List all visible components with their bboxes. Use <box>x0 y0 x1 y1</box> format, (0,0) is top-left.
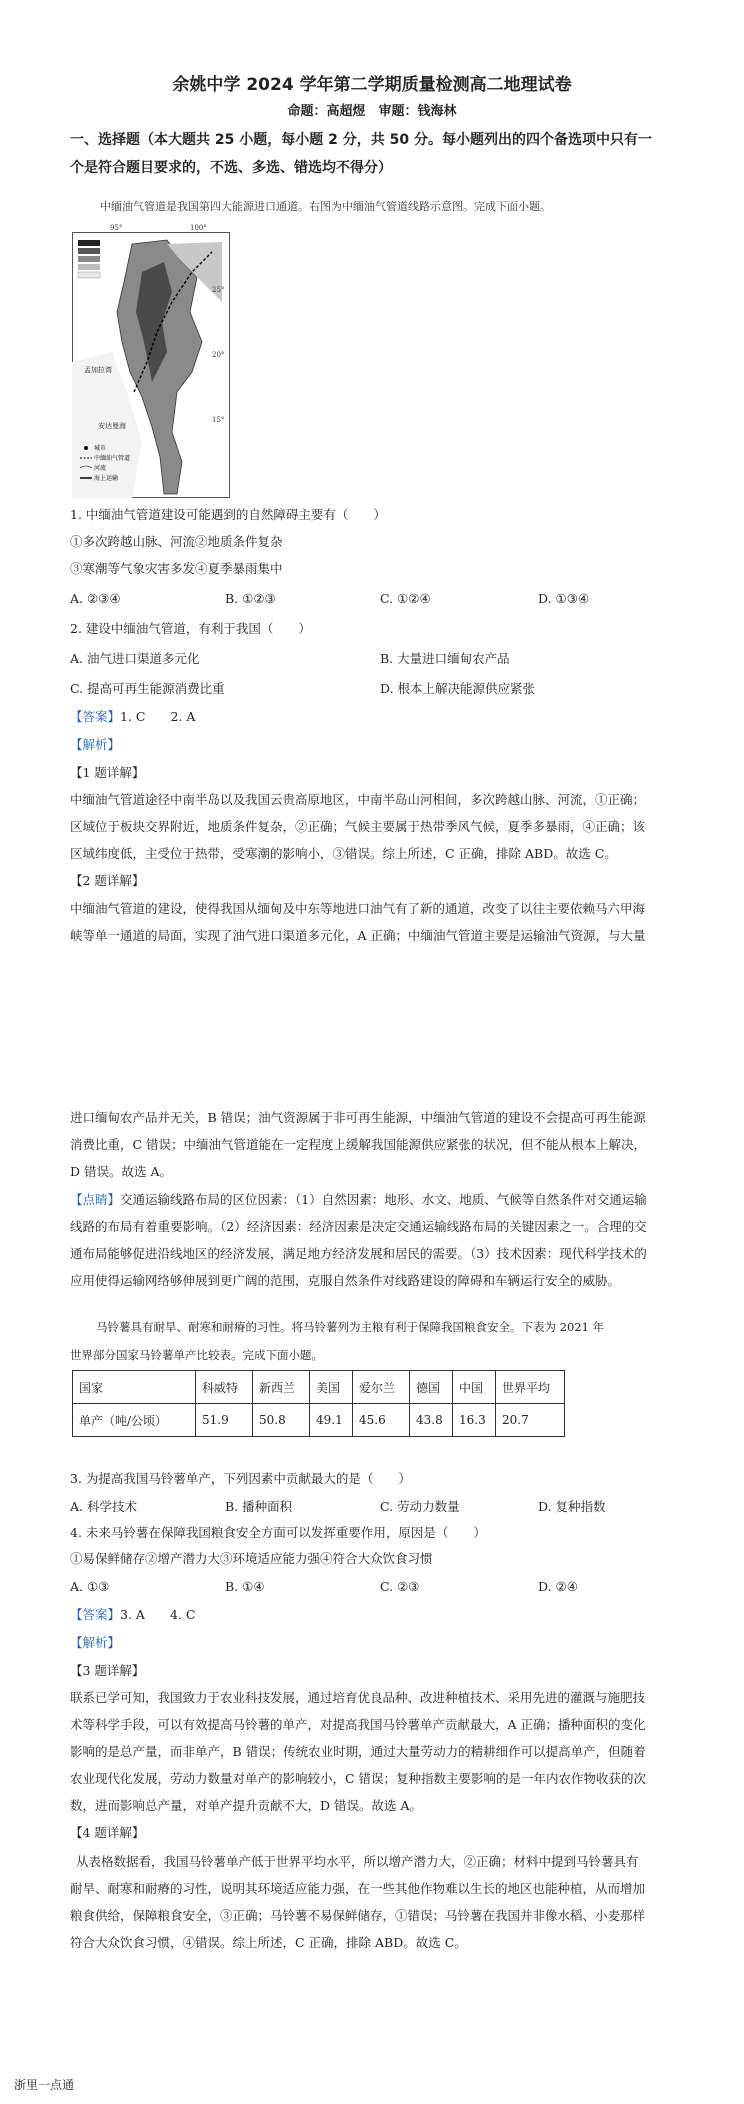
q1-stem: 1. 中缅油气管道建设可能遇到的自然障碍主要有（ ） <box>70 507 386 522</box>
q2-option-a[interactable]: A. 油气进口渠道多元化 <box>70 651 200 666</box>
detail1-line: 中缅油气管道途径中南半岛以及我国云贵高原地区，中南半岛山河相间，多次跨越山脉、河流，①正确； <box>70 792 646 807</box>
table-row-label: 单产（吨/公顷） <box>73 1404 196 1437</box>
detail1-label: 【1 题详解】 <box>70 765 145 780</box>
detail2-body-bottom <box>70 1104 700 1185</box>
q4-option-c[interactable]: C. ②③ <box>380 1579 420 1594</box>
q2-option-c[interactable]: C. 提高可再生能源消费比重 <box>70 681 225 696</box>
q1-option-b[interactable]: B. ①②③ <box>225 591 276 606</box>
detail2-line: D 错误。故选 A。 <box>70 1164 172 1179</box>
footer-brand: 浙里一点通 <box>14 2078 75 2092</box>
detail3-line: 联系已学可知，我国致力于农业科技发展，通过培育优良品种、改进种植技术、采用先进的灌溉与施肥技 <box>70 1690 646 1705</box>
q3-option-d[interactable]: D. 复种指数 <box>538 1499 606 1514</box>
detail4-line: 粮食供给，保障粮食安全，③正确；马铃薯不易保鲜储存，①错误；马铃薯在我国并非像水稻、小麦那样 <box>70 1908 646 1923</box>
lat-label-15: 15° <box>212 416 225 424</box>
detail2-line: 峡等单一通道的局面，实现了油气进口渠道多元化，A 正确；中缅油气管道主要是运输油气资源，与大量 <box>70 928 646 943</box>
table-header: 爱尔兰 <box>353 1371 410 1404</box>
q4-stem: 4. 未来马铃薯在保障我国粮食安全方面可以发挥重要作用，原因是（ ） <box>70 1525 486 1540</box>
answer-label: 【答案】 <box>70 709 121 724</box>
lat-label-20: 20° <box>212 351 225 359</box>
q2-stem: 2. 建设中缅油气管道，有利于我国（ ） <box>70 621 311 636</box>
q2-option-d[interactable]: D. 根本上解决能源供应紧张 <box>380 681 536 696</box>
page-title: 余姚中学 2024 学年第二学期质量检测高二地理试卷 <box>172 75 572 95</box>
q1-option-c[interactable]: C. ①②④ <box>380 591 431 606</box>
detail4-label: 【4 题详解】 <box>70 1825 145 1840</box>
answer-block-1 <box>70 708 195 726</box>
table-cell: 49.1 <box>310 1404 353 1437</box>
legend-river: 河流 <box>94 465 107 472</box>
lon-label-95: 95° <box>110 224 123 232</box>
table-cell: 50.8 <box>253 1404 310 1437</box>
detail3-body <box>70 1684 700 1819</box>
city-legend-icon <box>84 446 88 450</box>
detail4-line: 从表格数据看，我国马铃薯单产低于世界平均水平，所以增产潜力大，②正确；材料中提到马铃薯具有 <box>76 1854 639 1869</box>
detail3-line: 术等科学手段，可以有效提高马铃薯的单产，对提高我国马铃薯单产贡献最大，A 正确；播种面积的变化 <box>70 1717 646 1732</box>
detail1-body <box>70 786 700 867</box>
detail2-line: 消费比重，C 错误；中缅油气管道能在一定程度上缓解我国能源供应紧张的状况，但不能从根本上解决， <box>70 1137 647 1152</box>
answer-label: 【答案】 <box>70 1607 121 1622</box>
table-cell: 43.8 <box>410 1404 453 1437</box>
lon-label-100: 100° <box>190 224 207 232</box>
q1-option-d[interactable]: D. ①③④ <box>538 591 590 606</box>
detail2-line: 中缅油气管道的建设，使得我国从缅甸及中东等地进口油气有了新的通道，改变了以往主要依赖马六甲海 <box>70 901 646 916</box>
table-header: 国家 <box>73 1371 196 1404</box>
answer-text: 1. C 2. A <box>120 709 196 724</box>
detail4-body <box>70 1848 700 1956</box>
table-header-row <box>73 1371 565 1404</box>
legend-sea-transport: 海上运输 <box>94 475 119 482</box>
section-heading-line2: 个是符合题目要求的，不选、多选、错选均不得分） <box>70 160 392 176</box>
place-andaman-sea: 安达曼海 <box>98 422 126 430</box>
potato-intro-line2: 世界部分国家马铃薯单产比较表。完成下面小题。 <box>70 1348 323 1362</box>
q3-option-c[interactable]: C. 劳动力数量 <box>380 1499 460 1514</box>
tip-line: 应用使得运输网络够伸展到更广阔的范围，克服自然条件对线路建设的障碍和车辆运行安全的威胁。 <box>70 1273 621 1288</box>
tip-line: 线路的布局有着重要影响。（2）经济因素：经济因素是决定交通运输线路布局的关键因素之一。合理的交 <box>70 1219 647 1234</box>
table-header: 新西兰 <box>253 1371 310 1404</box>
q1-line2: ①多次跨越山脉、河流②地质条件复杂 <box>70 534 283 549</box>
q2-option-b[interactable]: B. 大量进口缅甸农产品 <box>380 651 510 666</box>
potato-yield-table <box>72 1370 565 1437</box>
authors-line: 命题：高超煜 审题：钱海林 <box>287 104 457 119</box>
tip-label: 【点睛】 <box>70 1192 121 1207</box>
tip-line: 【点睛】交通运输线路布局的区位因素：（1）自然因素：地形、水文、地质、气候等自然条件对交通运输 <box>70 1192 647 1207</box>
table-header: 德国 <box>410 1371 453 1404</box>
analysis-label: 【解析】 <box>70 1635 121 1650</box>
place-bay-of-bengal: 孟加拉湾 <box>84 366 112 374</box>
table-header: 世界平均 <box>496 1371 565 1404</box>
q4-option-a[interactable]: A. ①③ <box>70 1579 110 1594</box>
tip-body <box>70 1186 700 1294</box>
analysis-label: 【解析】 <box>70 737 121 752</box>
lat-label-25: 25° <box>212 286 225 294</box>
detail2-label: 【2 题详解】 <box>70 873 145 888</box>
section-heading-line1: 一、选择题（本大题共 25 小题，每小题 2 分，共 50 分。每小题列出的四个备选项中只有一 <box>70 132 652 148</box>
detail1-line: 区域位于板块交界附近，地质条件复杂，②正确；气候主要属于热带季风气候，夏季多暴雨，④正确；该 <box>70 819 646 834</box>
elevation-legend-swatch <box>78 240 100 246</box>
table-cell: 45.6 <box>353 1404 410 1437</box>
q4-option-b[interactable]: B. ①④ <box>225 1579 265 1594</box>
tip-line: 通布局能够促进沿线地区的经济发展，满足地方经济发展和居民的需要。（3）技术因素：现代科学技术的 <box>70 1246 647 1261</box>
table-cell: 51.9 <box>196 1404 253 1437</box>
q1-option-a[interactable]: A. ②③④ <box>70 591 121 606</box>
pipeline-map <box>72 224 230 498</box>
detail3-line: 农业现代化发展，劳动力数量对单产的影响较小，C 错误；复种指数主要影响的是一年内农作物收获的次 <box>70 1771 647 1786</box>
detail1-line: 区域纬度低，主受位于热带，受寒潮的影响小，③错误。综上所述，C 正确，排除 ABD。故选 C。 <box>70 846 617 861</box>
table-cell: 16.3 <box>453 1404 496 1437</box>
table-cell: 20.7 <box>496 1404 565 1437</box>
q3-option-b[interactable]: B. 播种面积 <box>225 1499 293 1514</box>
detail4-line: 符合大众饮食习惯，④错误。综上所述，C 正确，排除 ABD。故选 C。 <box>70 1935 467 1950</box>
q3-option-a[interactable]: A. 科学技术 <box>70 1499 137 1514</box>
q1-line3: ③寒潮等气象灾害多发④夏季暴雨集中 <box>70 561 283 576</box>
q4-line2: ①易保鲜储存②增产潜力大③环境适应能力强④符合大众饮食习惯 <box>70 1551 433 1566</box>
detail3-line: 影响的是总产量，而非单产，B 错误；传统农业时期，通过大量劳动力的精耕细作可以提高单产，但随着 <box>70 1744 646 1759</box>
table-header: 中国 <box>453 1371 496 1404</box>
detail3-label: 【3 题详解】 <box>70 1663 145 1678</box>
answer-text: 3. A 4. C <box>120 1607 196 1622</box>
potato-intro-line1: 马铃薯具有耐旱、耐寒和耐瘠的习性。将马铃薯列为主粮有利于保障我国粮食安全。下表为 2021 年 <box>96 1320 605 1334</box>
table-header: 美国 <box>310 1371 353 1404</box>
detail4-line: 耐旱、耐寒和耐瘠的习性，说明其环境适应能力强，在一些其他作物难以生长的地区也能种植，从而增加 <box>70 1881 646 1896</box>
intro-pipeline: 中缅油气管道是我国第四大能源进口通道。右图为中缅油气管道线路示意图。完成下面小题。 <box>100 200 551 213</box>
table-row <box>73 1404 565 1437</box>
detail2-line: 进口缅甸农产品并无关，B 错误；油气资源属于非可再生能源，中缅油气管道的建设不会提高可再生能源 <box>70 1110 646 1125</box>
legend-pipeline: 中缅油气管道 <box>94 455 131 462</box>
q3-stem: 3. 为提高我国马铃薯单产，下列因素中贡献最大的是（ ） <box>70 1471 411 1486</box>
detail3-line: 数，进而影响总产量，对单产提升贡献不大，D 错误。故选 A。 <box>70 1798 422 1813</box>
detail2-body-top <box>70 895 700 949</box>
legend-city: 城市 <box>94 445 107 452</box>
table-header: 科威特 <box>196 1371 253 1404</box>
q4-option-d[interactable]: D. ②④ <box>538 1579 578 1594</box>
answer-block-2 <box>70 1606 195 1624</box>
